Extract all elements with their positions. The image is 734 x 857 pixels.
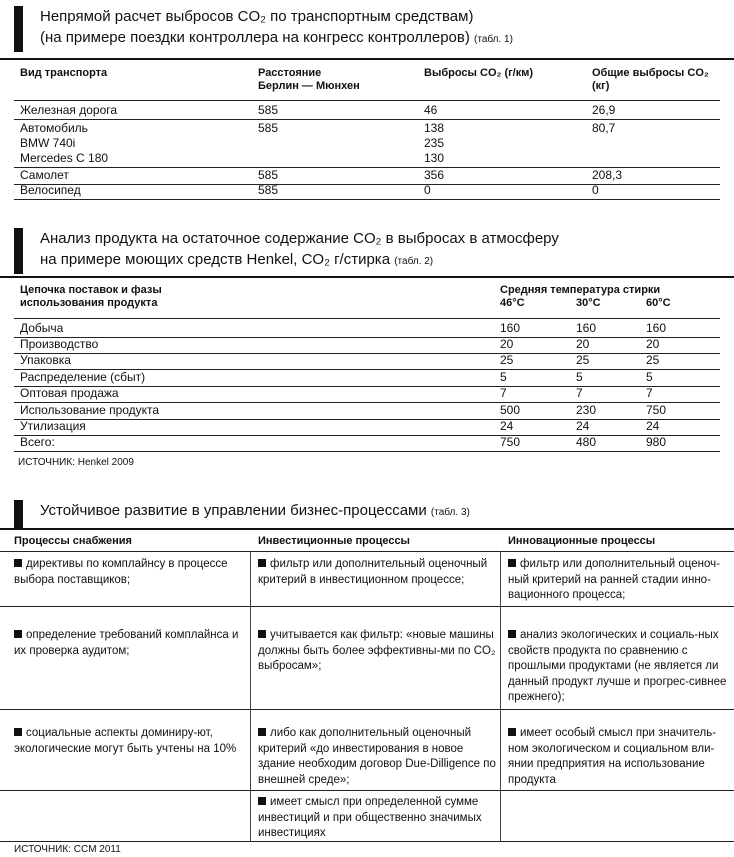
table1-header-transport: Вид транспорта xyxy=(20,67,108,79)
table1-title-line2: (на примере поездки контроллера на конгресс контроллеров) xyxy=(40,29,470,46)
table3-supply-item: определение требований комплайнса и их проверка аудитом; xyxy=(14,629,239,657)
bullet-square-icon xyxy=(508,559,516,567)
table3-top-rule xyxy=(0,528,734,530)
bullet-square-icon xyxy=(14,728,22,736)
table3-title-text: Устойчивое развитие в управлении бизнес-процессами xyxy=(40,502,427,519)
table2-title-line2: на примере моющих средств Henkel, CO₂ г/стирка xyxy=(40,251,391,268)
table3-column-divider xyxy=(500,551,501,841)
table2-header-rule xyxy=(14,318,720,319)
table2-header-t60: 60°C xyxy=(646,297,671,309)
bullet-square-icon xyxy=(508,728,516,736)
table1-header-rule xyxy=(14,100,720,101)
table3-innov-item: фильтр или дополнительный оценоч-ный критерий на ранней стадии инно-вационного процесса; xyxy=(508,558,720,601)
title-bar-decoration xyxy=(14,500,23,528)
bullet-square-icon xyxy=(14,559,22,567)
table3-source: ИСТОЧНИК: CCM 2011 xyxy=(14,844,121,855)
table2-header-t46: 46°C xyxy=(500,297,525,309)
table3-innov-item: анализ экологических и социаль-ных свойств продукта по сравнению с прошлыми продуктами (не является ли данный продукт лучше и прогрес-сивнее прежнего); xyxy=(508,629,727,703)
bullet-square-icon xyxy=(14,630,22,638)
title-bar-decoration xyxy=(14,6,23,52)
table3-invest-item: учитывается как фильтр: «новые машины должны быть более эффективны-ми по CO₂ выбросам»; xyxy=(258,629,496,672)
table1-header-distance: Расстояние Берлин — Мюнхен xyxy=(258,67,360,92)
table2-title-line1: Анализ продукта на остаточное содержание CO₂ в выбросах в атмосферу xyxy=(40,230,559,247)
table3-header-supply: Процессы снабжения xyxy=(14,535,132,547)
table3-invest-item: имеет смысл при определенной сумме инвестиций и при общественно значимых инвестициях xyxy=(258,796,482,839)
bullet-square-icon xyxy=(508,630,516,638)
title-bar-decoration xyxy=(14,228,23,274)
table2-source: ИСТОЧНИК: Henkel 2009 xyxy=(18,457,134,468)
table2-top-rule xyxy=(0,276,734,278)
bullet-square-icon xyxy=(258,797,266,805)
table2-header-t30: 30°C xyxy=(576,297,601,309)
table3-header-invest: Инвестиционные процессы xyxy=(258,535,410,547)
table1-title-line1: Непрямой расчет выбросов CO₂ по транспортным средствам) xyxy=(40,8,474,25)
table2-header-temp: Средняя температура стирки xyxy=(500,284,661,296)
table3-innov-item: имеет особый смысл при значитель-ном экологическом и социальном вли-янии предприятия на использование продукта xyxy=(508,727,717,786)
table1-header-emissions: Выбросы CO₂ (г/км) xyxy=(424,67,534,79)
table2-note: (табл. 2) xyxy=(394,256,434,267)
bullet-square-icon xyxy=(258,559,266,567)
bullet-square-icon xyxy=(258,630,266,638)
table3-supply-item: социальные аспекты доминиру-ют, экологические могут быть учтены на 10% xyxy=(14,727,237,755)
table3-invest-item: либо как дополнительный оценочный критерий «до инвестирования в новое здание необходим договор Due-Dilligence по внешней среде»; xyxy=(258,727,496,786)
table3-column-divider xyxy=(250,551,251,841)
table3-note: (табл. 3) xyxy=(430,507,470,518)
table1-note: (табл. 1) xyxy=(474,34,513,45)
table1-top-rule xyxy=(0,58,734,60)
table3-header-innov: Инновационные процессы xyxy=(508,535,656,547)
table3-invest-item: фильтр или дополнительный оценочный критерий в инвестиционном процессе; xyxy=(258,558,488,586)
bullet-square-icon xyxy=(258,728,266,736)
table2-header-chain: Цепочка поставок и фазы использования продукта xyxy=(20,284,162,309)
table3-header-rule xyxy=(0,551,734,552)
table3-supply-item: директивы по комплайнсу в процессе выбора поставщиков; xyxy=(14,558,228,586)
table1-header-total: Общие выбросы CO₂ (кг) xyxy=(592,67,709,92)
